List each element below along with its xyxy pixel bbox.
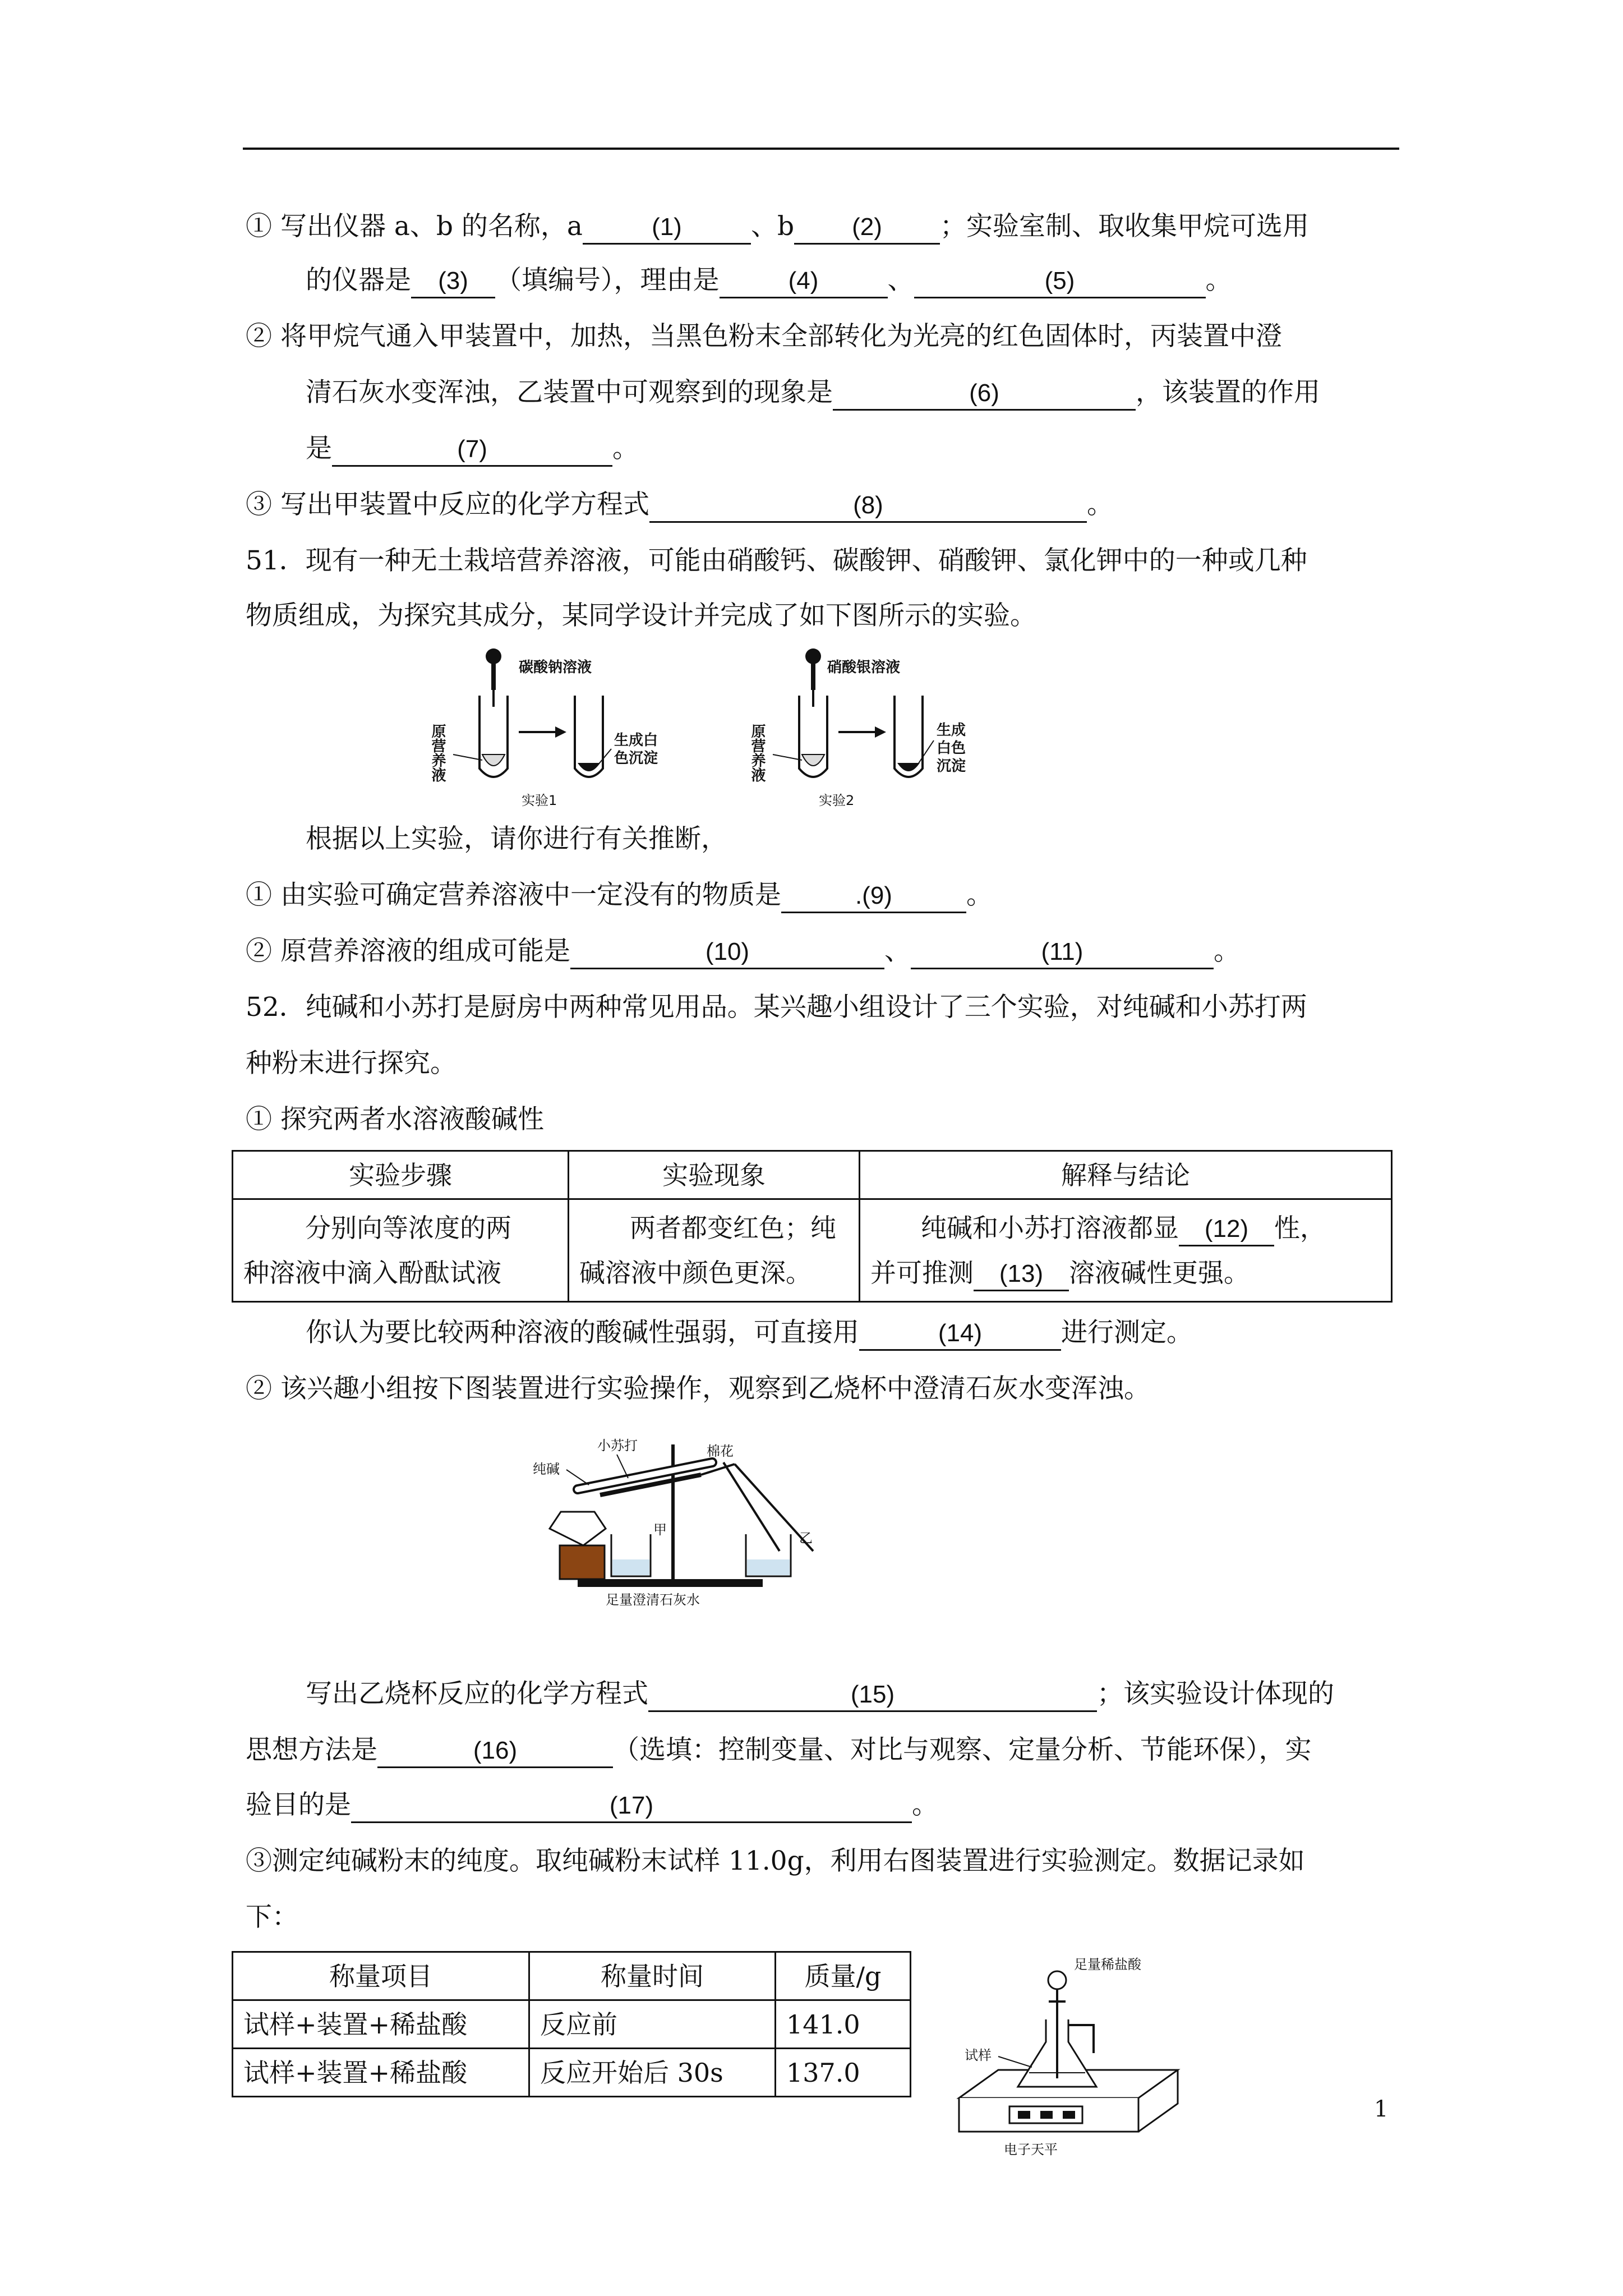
q50-line-4 — [306, 376, 1320, 411]
table-cell: 反应开始后 30s — [529, 2049, 776, 2097]
q51-line-3: 根据以上实验，请你进行有关推断， — [306, 823, 727, 854]
q52-text: 。 — [912, 1789, 938, 1820]
fig3-pure: 纯碱 — [533, 1461, 560, 1477]
fig3-jia: 甲 — [653, 1522, 667, 1538]
q50-text: 。 — [612, 433, 639, 464]
cell-line — [870, 1250, 1381, 1295]
fig1-result-2: 色沉淀 — [614, 750, 658, 767]
fig3-soda: 小苏打 — [597, 1438, 638, 1453]
q51-line-4 — [246, 878, 993, 913]
q52-line-7 — [246, 1733, 1312, 1768]
fig1-reagent: 碳酸钠溶液 — [519, 659, 592, 676]
experiment-1-diagram — [429, 648, 658, 808]
q50-line-5 — [306, 432, 639, 467]
fig2-result-3: 沉淀 — [937, 758, 966, 775]
cell-text: 并可推测 — [870, 1258, 974, 1288]
q52-text: 你认为要比较两种溶液的酸碱性强弱，可直接用 — [306, 1317, 859, 1348]
table-cell — [860, 1199, 1392, 1302]
heating-apparatus-figure — [533, 1433, 880, 1630]
fig1-source: 原营养液 — [429, 724, 446, 782]
cell-text: 性， — [1274, 1213, 1326, 1243]
q50-text: （填编号），理由是 — [495, 265, 720, 296]
acidity-table — [232, 1150, 1393, 1303]
fig4-sample: 试样 — [965, 2047, 992, 2063]
cell-text: 纯碱和小苏打溶液都显 — [921, 1213, 1179, 1243]
blank-17[interactable]: (17) — [351, 1790, 912, 1823]
q50-line-3: ② 将甲烷气通入甲装置中，加热，当黑色粉末全部转化为光亮的红色固体时，丙装置中澄 — [246, 321, 1282, 352]
blank-8[interactable]: (8) — [649, 490, 1087, 523]
q51-text: 。 — [1213, 936, 1240, 967]
q52-text: 思想方法是 — [246, 1734, 377, 1765]
table-row — [233, 2000, 911, 2049]
q51-text: 。 — [966, 880, 993, 910]
cell-text: 溶液碱性更强。 — [1069, 1258, 1249, 1288]
q50-text: 。 — [1205, 265, 1232, 296]
blank-1[interactable]: (1) — [583, 211, 751, 245]
q52-line-4 — [306, 1316, 1193, 1351]
q52-line-1: 52．纯碱和小苏打是厨房中两种常见用品。某兴趣小组设计了三个实验，对纯碱和小苏打两 — [246, 992, 1307, 1023]
table-row — [233, 2049, 911, 2097]
table-cell — [233, 1199, 569, 1302]
q52-text: ；该实验设计体现的 — [1097, 1678, 1334, 1709]
q52-line-8 — [246, 1788, 938, 1823]
experiment-figure — [426, 639, 976, 813]
experiment-2-diagram — [749, 648, 966, 808]
header-rule — [243, 148, 1399, 150]
q50-text: 、 — [887, 265, 914, 296]
fig4-acid: 足量稀盐酸 — [1074, 1957, 1141, 1972]
q52-text: 验目的是 — [246, 1789, 351, 1820]
q50-line-6 — [246, 488, 1113, 523]
q52-line-10: 下： — [246, 1902, 298, 1932]
fig1-caption: 实验1 — [522, 793, 557, 808]
q52-text: 写出乙烧杯反应的化学方程式 — [306, 1678, 648, 1709]
q51-line-5 — [246, 935, 1240, 969]
q50-text: ；实验室制、取收集甲烷可选用 — [940, 211, 1310, 242]
blank-6[interactable]: (6) — [833, 378, 1136, 411]
q52-text: 进行测定。 — [1061, 1317, 1193, 1348]
table-header: 实验现象 — [569, 1151, 860, 1199]
q50-text: 。 — [1086, 489, 1113, 520]
table-cell: 反应前 — [529, 2000, 776, 2049]
cell-line: 种溶液中滴入酚酞试液 — [243, 1258, 501, 1288]
q50-text: 清石灰水变浑浊，乙装置中可观察到的现象是 — [306, 377, 833, 408]
q51-text: ① 由实验可确定营养溶液中一定没有的物质是 — [246, 880, 781, 910]
mass-table — [232, 1951, 911, 2097]
blank-4[interactable]: (4) — [720, 265, 888, 298]
fig2-result-1: 生成 — [937, 722, 966, 739]
fig2-reagent: 硝酸银溶液 — [827, 659, 901, 676]
cell-line — [870, 1205, 1381, 1250]
blank-11[interactable]: (11) — [911, 936, 1214, 969]
q50-text: ③ 写出甲装置中反应的化学方程式 — [246, 489, 649, 520]
table-header: 称量项目 — [233, 1952, 529, 2000]
blank-15[interactable]: (15) — [648, 1679, 1097, 1712]
table-cell — [569, 1199, 860, 1302]
cell-line: 两者都变红色；纯 — [630, 1213, 836, 1243]
table-header: 称量时间 — [529, 1952, 776, 2000]
q50-text: ，该装置的作用 — [1136, 377, 1320, 408]
q51-line-2: 物质组成，为探究其成分，某同学设计并完成了如下图所示的实验。 — [246, 600, 1036, 631]
q51-text: ② 原营养溶液的组成可能是 — [246, 936, 570, 967]
table-cell: 137.0 — [776, 2049, 911, 2097]
q52-text: （选填：控制变量、对比与观察、定量分析、节能环保），实 — [613, 1734, 1312, 1765]
blank-3[interactable]: (3) — [411, 265, 495, 298]
blank-12[interactable]: (12) — [1179, 1213, 1274, 1246]
blank-10[interactable]: (10) — [570, 936, 884, 969]
table-header: 质量/g — [776, 1952, 911, 2000]
blank-2[interactable]: (2) — [794, 211, 940, 245]
fig3-cotton: 棉花 — [707, 1443, 734, 1459]
fig2-result-2: 白色 — [937, 740, 966, 757]
table-header: 解释与结论 — [860, 1151, 1392, 1199]
q50-line-1 — [246, 210, 1309, 245]
blank-9[interactable]: .(9) — [781, 880, 966, 913]
blank-7[interactable]: (7) — [332, 434, 612, 467]
blank-16[interactable]: (16) — [377, 1735, 613, 1768]
table-cell: 试样+装置+稀盐酸 — [233, 2049, 529, 2097]
q50-line-2 — [306, 264, 1232, 298]
q52-line-2: 种粉末进行探究。 — [246, 1048, 457, 1079]
blank-5[interactable]: (5) — [914, 265, 1206, 298]
table-cell: 141.0 — [776, 2000, 911, 2049]
table-row — [233, 1952, 911, 2000]
q52-line-5: ② 该兴趣小组按下图装置进行实验操作，观察到乙烧杯中澄清石灰水变浑浊。 — [246, 1373, 1150, 1404]
table-cell: 试样+装置+稀盐酸 — [233, 2000, 529, 2049]
page-number: 1 — [1374, 2096, 1389, 2122]
fig4-caption: 电子天平 — [1004, 2142, 1058, 2157]
blank-13[interactable]: (13) — [974, 1258, 1069, 1291]
fig3-lime: 足量澄清石灰水 — [606, 1592, 700, 1608]
fig3-yi: 乙 — [799, 1530, 813, 1546]
fig2-source: 原营养液 — [749, 724, 766, 782]
q50-text: 、b — [750, 211, 795, 242]
q50-text: 是 — [306, 433, 332, 464]
q50-text: ① 写出仪器 a、b 的名称，a — [246, 211, 583, 242]
fig1-result-1: 生成白 — [614, 732, 658, 749]
q52-line-9: ③测定纯碱粉末的纯度。取纯碱粉末试样 11.0g，利用右图装置进行实验测定。数据记录如 — [246, 1846, 1305, 1876]
table-row — [233, 1199, 1392, 1302]
q52-line-6 — [306, 1677, 1334, 1712]
fig2-caption: 实验2 — [819, 793, 855, 808]
q51-line-1: 51．现有一种无土栽培营养溶液，可能由硝酸钙、碳酸钾、硝酸钾、氯化钾中的一种或几种 — [246, 545, 1307, 576]
balance-apparatus-figure — [948, 1947, 1195, 2160]
q52-line-3: ① 探究两者水溶液酸碱性 — [246, 1104, 544, 1135]
cell-line: 分别向等浓度的两 — [305, 1213, 511, 1243]
blank-14[interactable]: (14) — [859, 1318, 1061, 1351]
q51-text: 、 — [884, 936, 911, 967]
table-header: 实验步骤 — [233, 1151, 569, 1199]
q50-text: 的仪器是 — [306, 265, 411, 296]
table-row — [233, 1151, 1392, 1199]
cell-line: 碱溶液中颜色更深。 — [579, 1258, 811, 1288]
